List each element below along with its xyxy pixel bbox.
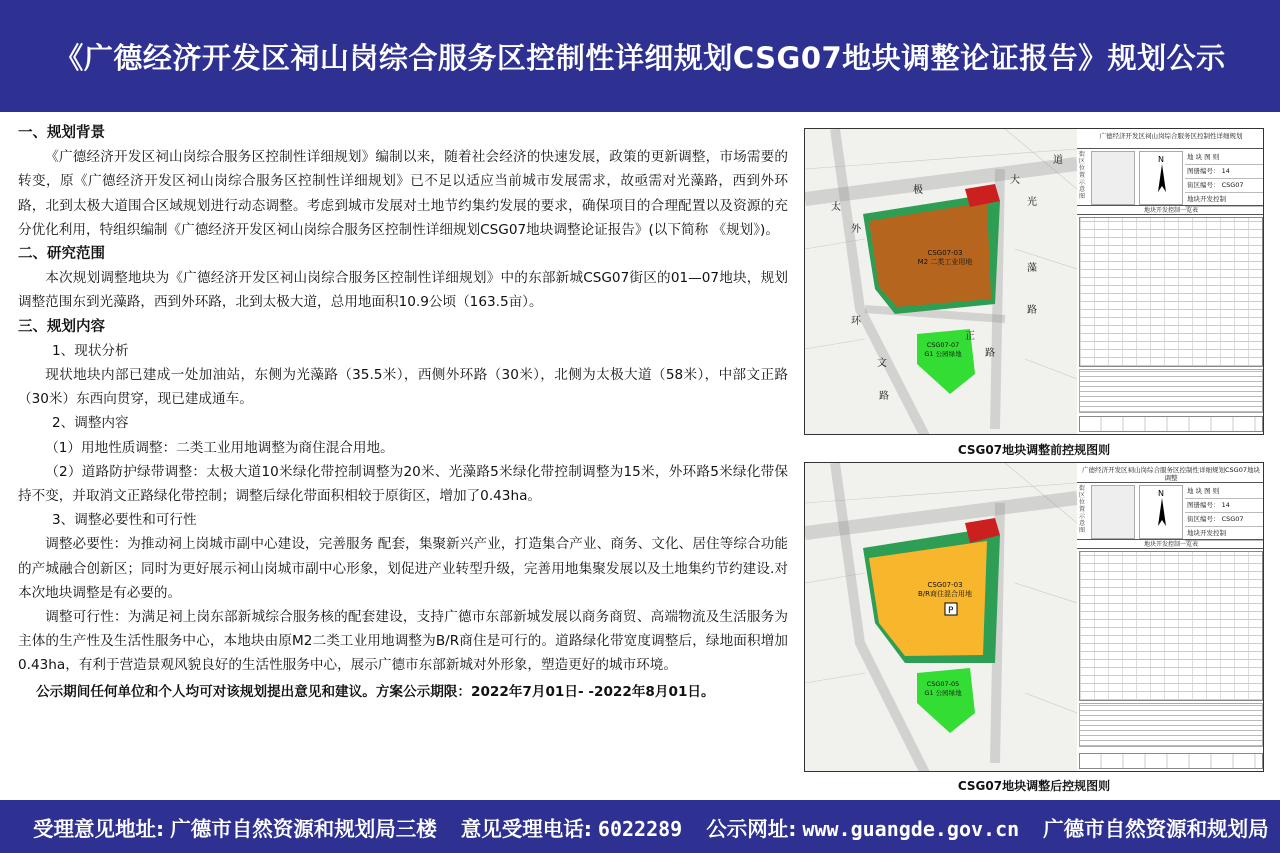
location-minimap-after [1091, 485, 1135, 539]
table-caption-after: 地块开发控制一览表 [1077, 539, 1264, 549]
road-char-taiji-4: 道 [1053, 155, 1063, 166]
notice-text [18, 121, 788, 793]
status-analysis-paragraph: 现状地块内部已建成一处加油站，东侧为光藻路（35.5米），西侧外环路（30米），北侧为太极大道（58米），中部文正路（30米）东西向贯穿，现已建成通车。 [18, 367, 788, 408]
road-char-guangzao-2: 藻 [1027, 263, 1037, 274]
park-use-before: G1 公园绿地 [924, 350, 962, 358]
map-panel-after [1077, 463, 1264, 771]
section-background-paragraph: 《广德经济开发区祠山岗综合服务区控制性详细规划》编制以来，随着社会经济的快速发展，政策的更新调整，市场需要的转变，原《广德经济开发区祠山岗综合服务区控制性详细规划》已不足以适应当前城市发展需求，故亟需对光藻路，西到外环路，北到太极大道围合区域规划进行动态调整。考虑到城市发展对土地节约集约发展的要求，确保项目的合理配置以及资源的充分优化利用，特组织编制《广德经济开发区祠山岗综合服务区控制性详细规划CSG07地块调整论证报告》(以下简称 《规划》)。 [18, 149, 788, 238]
table-caption-before: 地块开发控制一览表 [1077, 205, 1264, 215]
meta-block-before: 街区编号： CSG07 [1185, 179, 1263, 193]
section-background-title: 一、规划背景 [18, 125, 105, 141]
road-char-waihuan-3: 路 [879, 391, 889, 402]
adjustment-greenbelt: （2）道路防护绿带调整：太极大道10米绿化带控制调整为20米、光藻路5米绿化带控制调整为15米，外环路5米绿化带保持不变，并取消文正路绿化带控制；调整后绿化带面积相较于原街区，增加了0.43ha。 [18, 463, 788, 505]
road-char-guangzao-3: 路 [1027, 305, 1037, 316]
svg-text:N: N [1158, 489, 1164, 498]
main-parcel-use-before: M2 二类工业用地 [917, 258, 973, 266]
north-arrow-icon [1139, 485, 1183, 539]
footer-banner [0, 800, 1280, 853]
footer-phone [461, 812, 683, 842]
notes-block-before [1079, 369, 1263, 413]
legend-after [1079, 753, 1263, 769]
road-char-taiji-3: 大 [1010, 175, 1020, 186]
notes-block-after [1079, 703, 1263, 747]
footer-web [706, 812, 1019, 842]
footer-org: 广德市自然资源和规划局 [1043, 816, 1269, 841]
page-title: 《广德经济开发区祠山岗综合服务区控制性详细规划CSG07地块调整论证报告》规划公示 [54, 40, 1226, 75]
svg-text:P: P [948, 606, 954, 616]
road-char-wenzheng-1: 文 [877, 358, 887, 369]
map-drawing-before [805, 129, 1077, 434]
footer-address [33, 812, 437, 842]
section-scope-title: 二、研究范围 [18, 246, 105, 263]
north-arrow-icon [1139, 151, 1183, 205]
section-scope-paragraph: 本次规划调整地块为《广德经济开发区祠山岗综合服务区控制性详细规划》中的东部新城CSG07街区的01—07地块，规划调整范围东到光藻路，西到外环路，北到太极大道，总用地面积10.9公顷（163.5亩）。 [18, 270, 788, 311]
plan-map-after [804, 462, 1264, 772]
header-banner [0, 0, 1280, 112]
control-table-before [1079, 217, 1263, 367]
necessity-paragraph: 调整必要性：为推动祠上岗城市副中心建设，完善服务 配套，集聚新兴产业，打造集合产业、商务、文化、居住等综合功能的产城融合创新区；同时为更好展示祠山岗城市副中心形象，划促进产业转型升级，完善用地集聚发展以及土地集约节约建设.对本次地块调整是有必要的。 [18, 536, 788, 601]
meta-atlas-after: 图册编号： 14 [1185, 499, 1263, 513]
section-content-title: 三、规划内容 [18, 318, 105, 335]
map-svg-before [805, 129, 1077, 435]
park-label-after: CSG07-05 [926, 680, 960, 688]
footer-phone-label: 意见受理电话: [460, 816, 592, 841]
footer-web-link[interactable]: www.guangde.gov.cn [802, 816, 1020, 841]
meta-block-after: 街区编号： CSG07 [1185, 513, 1263, 527]
caption-before: CSG07地块调整前控规图则 [957, 443, 1111, 457]
feasibility-paragraph: 调整可行性：为满足祠上岗东部新城综合服务核的配套建设，支持广德市东部新城发展以商务商贸、高端物流及生活服务为主体的生产性及生活性服务中心，本地块由原M2二类工业用地调整为B/R商住是可行的。道路绿化带宽度调整后，绿地面积增加0.43ha，有利于营造景观风貌良好的生活性服务中心，展示广德市东部新城对外形象，塑造更好的城市环境。 [18, 609, 788, 674]
main-parcel-label-after: CSG07-03 [927, 581, 963, 589]
panel-title-before: 广德经济开发区祠山岗综合服务区控制性详细规划 [1077, 129, 1264, 149]
necessity-title: 3、调整必要性和可行性 [52, 512, 197, 529]
road-char-guangzao-1: 光 [1027, 197, 1037, 208]
road-char-taiji-1: 太 [831, 202, 841, 213]
road-char-wenzheng-2: 正 [965, 331, 975, 342]
footer-web-label: 公示网址: [706, 816, 797, 841]
meta-control-after: 地块开发控制 [1185, 527, 1263, 541]
meta-type-after: 地 块 图 则 [1185, 485, 1263, 499]
status-analysis-title: 1、现状分析 [52, 342, 129, 359]
road-char-taiji-2: 极 [913, 185, 923, 196]
panel-title-after: 广德经济开发区祠山岗综合服务区控制性详细规划CSG07地块调整 [1077, 463, 1264, 483]
park-label-before: CSG07-07 [926, 341, 960, 349]
map-panel-before [1077, 129, 1264, 434]
meta-type-before: 地 块 图 则 [1185, 151, 1263, 165]
public-notice: 公示期间任何单位和个人均可对该规划提出意见和建议。方案公示期限：2022年7月01日- -2022年8月01日。 [36, 683, 715, 700]
meta-atlas-before: 图册编号： 14 [1185, 165, 1263, 179]
map-svg-after [805, 463, 1077, 772]
location-minimap-before [1091, 151, 1135, 205]
park-use-after: G1 公园绿地 [924, 689, 962, 697]
main-parcel-label-before: CSG07-03 [927, 249, 963, 257]
meta-control-before: 地块开发控制 [1185, 193, 1263, 207]
footer-address-value: 广德市自然资源和规划局三楼 [170, 816, 437, 841]
svg-text:N: N [1158, 155, 1164, 164]
footer-address-label: 受理意见地址: [33, 816, 165, 841]
road-char-wenzheng-3: 路 [985, 348, 995, 359]
control-table-after [1079, 551, 1263, 701]
side-label-before: 街区位置示意图 [1079, 151, 1086, 200]
side-label-after: 街区位置示意图 [1079, 485, 1086, 534]
main-parcel-use-after: B/R商住混合用地 [917, 590, 973, 598]
caption-after: CSG07地块调整后控规图则 [957, 779, 1111, 793]
adjustment-landuse: （1）用地性质调整：二类工业用地调整为商住混合用地。 [45, 439, 394, 456]
adjustment-title: 2、调整内容 [52, 415, 129, 432]
map-drawing-after [805, 463, 1077, 771]
plan-map-before [804, 128, 1264, 435]
footer-phone-value: 6022289 [597, 816, 683, 841]
legend-before [1079, 416, 1263, 432]
